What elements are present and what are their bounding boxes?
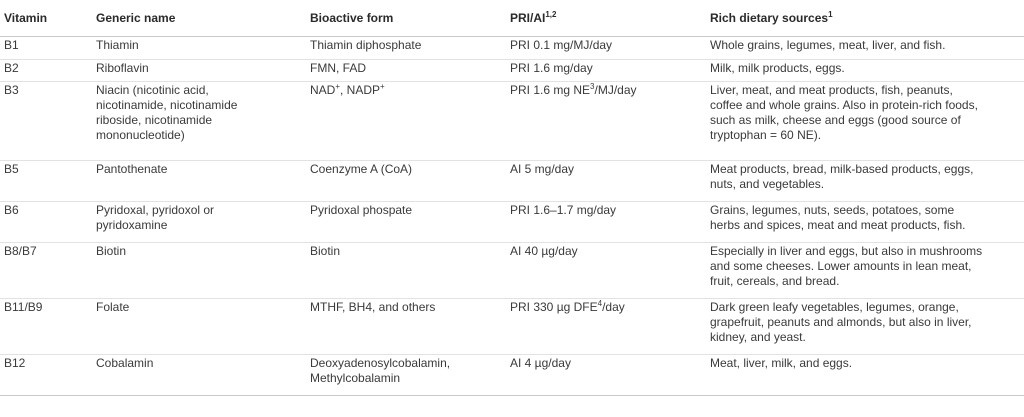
cell-sources [706,299,1024,355]
cell-generic-name [92,202,306,243]
header-sources-text: Rich dietary sources [710,10,829,25]
cell-text: Pantothenate [96,162,168,176]
cell-text: Milk, milk products, eggs. [710,61,845,75]
cell-text: Pyridoxal, pyridoxol or pyridoxamine [96,203,215,232]
cell-bioactive-form [306,299,506,355]
footnote-marker: 4 [597,299,603,308]
table-header-row [0,0,1024,37]
header-generic-name: Generic name [92,0,306,37]
superscript-charge: + [335,82,341,91]
cell-text: Deoxyadenosylcobalamin, Methylcobalamin [310,356,451,385]
cell-sources [706,161,1024,202]
cell-bioactive-form [306,60,506,82]
cell-text: PRI 0.1 mg/MJ/day [510,38,613,52]
header-pri-ai-text: PRI/AI [510,10,546,25]
cell-vitamin [0,202,92,243]
table-row [0,202,1024,243]
footnote-marker: 3 [590,82,595,91]
header-rich-dietary-sources [706,0,1024,37]
cell-text-b: /day [602,300,625,314]
cell-text: Coenzyme A (CoA) [310,162,413,176]
cell-text: Dark green leafy vegetables, legumes, orange, grapefruit, peanuts and almonds, but also in liver, kidney, and yeast. [710,300,972,344]
header-sources-footnote: 1 [828,9,833,19]
cell-text: AI 4 µg/day [510,356,571,370]
cell-generic-name [92,60,306,82]
cell-bioactive-form [306,355,506,396]
cell-text: Folate [96,300,130,314]
cell-generic-name [92,243,306,299]
cell-vitamin [0,60,92,82]
table-row [0,161,1024,202]
cell-text: B12 [4,356,26,370]
superscript-charge: + [380,82,385,91]
header-pri-ai-footnote: 1,2 [545,9,557,19]
cell-pri-ai [506,299,706,355]
cell-text: B6 [4,203,19,217]
header-vitamin: Vitamin [0,0,92,37]
cell-bioactive-form [306,161,506,202]
cell-text: B5 [4,162,19,176]
cell-text: B11/B9 [4,300,43,314]
cell-text: Niacin (nicotinic acid, nicotinamide, nicotinamide riboside, nicotinamide mononucleotide) [96,83,238,142]
cell-bioactive-form [306,37,506,60]
table-row [0,355,1024,396]
cell-text: Cobalamin [96,356,154,370]
cell-text: Meat products, bread, milk-based products, eggs, nuts, and vegetables. [710,162,974,191]
cell-text: B1 [4,38,19,52]
cell-text-a: NAD [310,83,336,97]
cell-sources [706,243,1024,299]
cell-generic-name [92,82,306,161]
cell-text: Whole grains, legumes, meat, liver, and fish. [710,38,946,52]
cell-pri-ai [506,82,706,161]
cell-vitamin [0,299,92,355]
cell-generic-name [92,355,306,396]
cell-vitamin [0,161,92,202]
cell-generic-name [92,299,306,355]
header-bioactive-form: Bioactive form [306,0,506,37]
cell-text: PRI 1.6–1.7 mg/day [510,203,617,217]
cell-text: B8/B7 [4,244,37,258]
cell-sources [706,82,1024,161]
cell-text: AI 5 mg/day [510,162,575,176]
cell-text: B2 [4,61,19,75]
cell-generic-name [92,161,306,202]
cell-text: Biotin [310,244,341,258]
cell-generic-name [92,37,306,60]
cell-text: B3 [4,83,19,97]
cell-text: Especially in liver and eggs, but also in mushrooms and some cheeses. Lower amounts in lean meat, fruit, cereals, and bread. [710,244,983,288]
cell-text: PRI 1.6 mg/day [510,61,593,75]
cell-text: Biotin [96,244,127,258]
cell-bioactive-form [306,243,506,299]
cell-text: Pyridoxal phospate [310,203,413,217]
cell-text: Grains, legumes, nuts, seeds, potatoes, some herbs and spices, meat and meat products, fish. [710,203,966,232]
cell-text-a: PRI 1.6 mg NE [510,83,591,97]
cell-vitamin [0,37,92,60]
cell-sources [706,355,1024,396]
cell-text-a: PRI 330 µg DFE [510,300,598,314]
cell-pri-ai [506,355,706,396]
cell-text-b: /MJ/day [594,83,637,97]
cell-text: MTHF, BH4, and others [310,300,436,314]
cell-bioactive-form [306,82,506,161]
table-row [0,243,1024,299]
cell-bioactive-form [306,202,506,243]
cell-sources [706,60,1024,82]
cell-text: AI 40 µg/day [510,244,578,258]
table-row [0,37,1024,60]
cell-text: Thiamin [96,38,139,52]
table-row [0,82,1024,161]
cell-pri-ai [506,60,706,82]
cell-text: Riboflavin [96,61,149,75]
cell-text: Thiamin diphosphate [310,38,422,52]
cell-pri-ai [506,37,706,60]
header-pri-ai [506,0,706,37]
cell-text: FMN, FAD [310,61,366,75]
cell-pri-ai [506,202,706,243]
cell-sources [706,37,1024,60]
table-row [0,299,1024,355]
table-row [0,60,1024,82]
cell-vitamin [0,82,92,161]
cell-pri-ai [506,161,706,202]
cell-text: Meat, liver, milk, and eggs. [710,356,853,370]
cell-pri-ai [506,243,706,299]
cell-vitamin [0,355,92,396]
cell-text-b: , NADP [340,83,381,97]
cell-sources [706,202,1024,243]
cell-vitamin [0,243,92,299]
cell-text: Liver, meat, and meat products, fish, peanuts, coffee and whole grains. Also in protein-rich foods, such as milk, cheese and eggs (good source of tryptophan = 60 NE). [710,83,978,142]
